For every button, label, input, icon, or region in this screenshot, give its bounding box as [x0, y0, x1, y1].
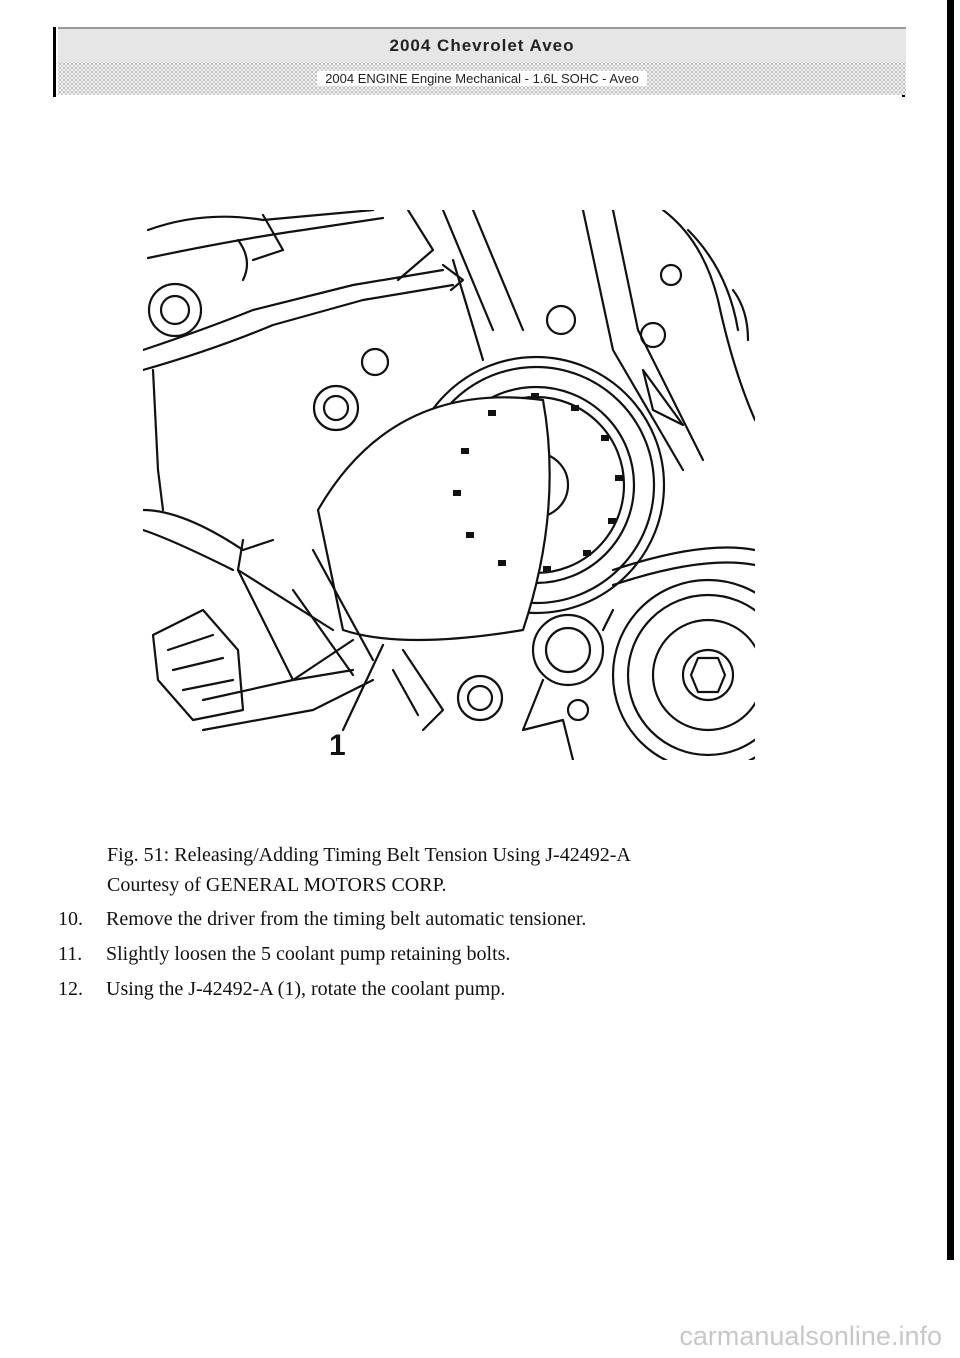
site-watermark: carmanualsonline.info [679, 1321, 942, 1351]
header-subtitle-band [58, 62, 906, 95]
callout-label: 1 [329, 729, 346, 760]
figure-caption [107, 840, 631, 900]
left-rail [53, 27, 56, 97]
step-item [58, 972, 586, 1007]
step-number: 11. [58, 943, 83, 965]
step-item [58, 937, 586, 972]
procedure-steps [58, 902, 586, 1007]
header-subtitle: 2004 ENGINE Engine Mechanical - 1.6L SOHC - Aveo [317, 71, 647, 86]
right-edge-bar [947, 0, 954, 1260]
step-text: Using the J-42492-A (1), rotate the coolant pump. [106, 978, 506, 1000]
step-number: 10. [58, 908, 83, 930]
caption-courtesy: Courtesy of GENERAL MOTORS CORP. [107, 874, 447, 896]
timing-belt-tension-diagram [143, 210, 755, 760]
header-title: 2004 Chevrolet Aveo [58, 27, 906, 62]
step-text: Remove the driver from the timing belt automatic tensioner. [106, 908, 587, 930]
caption-title: Fig. 51: Releasing/Adding Timing Belt Tension Using J-42492-A [107, 844, 631, 866]
step-item [58, 902, 586, 937]
step-number: 12. [58, 978, 83, 1000]
document-header [58, 27, 906, 95]
step-text: Slightly loosen the 5 coolant pump retaining bolts. [106, 943, 511, 965]
